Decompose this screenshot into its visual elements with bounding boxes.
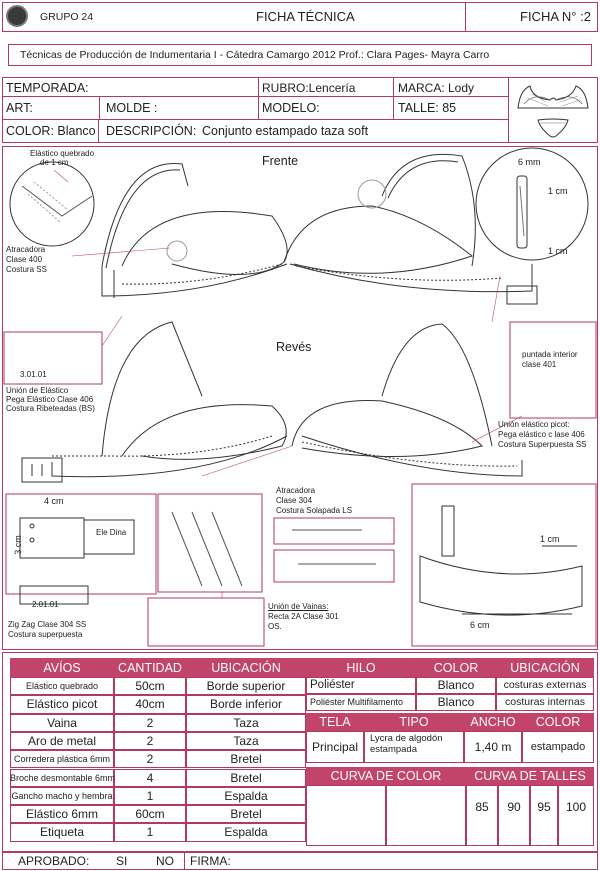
info-row-line-2 xyxy=(2,119,508,120)
ann-union-picot-3: Costura Superpuesta SS xyxy=(498,440,587,449)
ann-1cm-c: 1 cm xyxy=(540,534,560,544)
curva-color-cell-2 xyxy=(386,785,466,846)
info-col-line-5 xyxy=(98,119,99,143)
avio-ubicacion: Bretel xyxy=(230,770,262,785)
avio-cantidad: 40cm xyxy=(135,697,165,712)
ann-atracadora400-2: Clase 400 xyxy=(6,255,43,264)
tela-tipo: Lycra de algodón estampada xyxy=(370,733,443,755)
hilo-ubicacion: costuras internas xyxy=(505,696,585,708)
art-field: ART: xyxy=(6,101,33,115)
avio-name: Elástico 6mm xyxy=(25,807,99,822)
avio-ubicacion: Bretel xyxy=(230,807,262,822)
ann-puntada-1: puntada interior xyxy=(522,350,578,359)
info-col-line-4 xyxy=(508,77,509,143)
descripcion-label: DESCRIPCIÓN: xyxy=(106,124,197,138)
talle-field: TALLE: 85 xyxy=(398,101,457,115)
avio-cantidad: 50cm xyxy=(135,679,165,693)
talle-value: 85 xyxy=(475,800,489,814)
avio-name: Corredera plástica 6mm xyxy=(13,754,111,765)
ann-code-1: 3.01.01 xyxy=(20,370,47,379)
molde-field: MOLDE : xyxy=(106,101,158,115)
ann-union-picot-2: Pega elástico c lase 406 xyxy=(498,430,585,439)
curva-color-cell-1 xyxy=(306,785,386,846)
logo-icon xyxy=(6,5,28,27)
ann-code-2: 2.01.01 xyxy=(32,600,59,609)
ann-atracadora304-1: Atracadora xyxy=(276,486,316,495)
aprobado-label: APROBADO: xyxy=(18,854,90,868)
ann-zigzag-1: Zig Zag Clase 304 SS xyxy=(8,620,87,629)
ficha-tecnica-title: FICHA TÉCNICA xyxy=(256,9,355,24)
descripcion-value: Conjunto estampado taza soft xyxy=(202,124,369,138)
tela-header-tipo: TIPO xyxy=(399,715,429,729)
marca-field: MARCA: Lody xyxy=(398,81,475,95)
tela-header-ancho: ANCHO xyxy=(470,715,516,729)
talle-value: 95 xyxy=(537,800,551,814)
ann-6mm: 6 mm xyxy=(518,157,541,167)
ann-6cm: 6 cm xyxy=(470,620,490,630)
ann-atracadora304-2: Clase 304 xyxy=(276,496,313,505)
header-divider xyxy=(465,2,466,32)
info-col-line-3 xyxy=(99,96,100,120)
ann-union-vainas-1: Unión de Vainas: xyxy=(268,602,329,611)
hilo-header-hilo: HILO xyxy=(346,661,376,675)
avio-cantidad: 2 xyxy=(146,752,154,767)
curva-color-header: CURVA DE COLOR xyxy=(330,769,442,783)
info-col-line-1 xyxy=(258,77,259,120)
avio-ubicacion: Borde superior xyxy=(206,679,286,693)
tela-header-color: COLOR xyxy=(535,715,581,729)
footer-divider xyxy=(184,852,185,870)
avio-ubicacion: Borde inferior xyxy=(209,697,283,712)
avio-ubicacion: Taza xyxy=(233,715,259,730)
footer-bar xyxy=(2,852,598,870)
avio-cantidad: 4 xyxy=(146,770,154,785)
ann-union-elastico-3: Costura Ribeteadas (BS) xyxy=(6,404,95,413)
talle-value: 90 xyxy=(507,800,521,814)
hilo-name: Poliéster Multifilamento xyxy=(310,697,404,707)
info-row-line-1 xyxy=(2,96,508,97)
curva-talles-header: CURVA DE TALLES xyxy=(474,769,586,783)
ann-puntada-2: clase 401 xyxy=(522,360,557,369)
ann-3cm: 3 cm xyxy=(12,535,23,555)
label-brand: Ele Dina xyxy=(96,528,127,537)
hilo-header-ubicacion: UBICACIÓN xyxy=(510,661,580,675)
ann-union-vainas-2: Recta 2A Clase 301 xyxy=(268,612,339,621)
avio-name: Broche desmontable 6mm xyxy=(10,772,116,783)
avios-header-cantidad: CANTIDAD xyxy=(118,661,182,675)
ann-atracadora304-3: Costura Solapada LS xyxy=(276,506,353,515)
aprobado-si[interactable]: SI xyxy=(116,854,128,868)
tela-header-tela: TELA xyxy=(319,715,351,729)
ann-union-picot-1: Unión elástico picot: xyxy=(498,420,570,429)
ficha-number: FICHA N° :2 xyxy=(520,9,591,24)
ann-atracadora400-3: Costura SS xyxy=(6,265,47,274)
avios-header-avios: AVÍOS xyxy=(43,661,81,675)
avio-cantidad: 2 xyxy=(146,715,154,730)
rubro-field: RUBRO:Lencería xyxy=(262,81,356,95)
avio-name: Elástico picot xyxy=(26,697,98,712)
avio-name: Etiqueta xyxy=(39,825,85,840)
ann-union-vainas-3: OS. xyxy=(268,622,282,631)
aprobado-no[interactable]: NO xyxy=(156,854,174,868)
ann-elastico-quebrado-1: Elástico quebrado xyxy=(30,149,95,158)
avio-ubicacion: Taza xyxy=(233,733,259,748)
avio-ubicacion: Bretel xyxy=(230,752,262,767)
avio-cantidad: 60cm xyxy=(135,807,165,822)
firma-label: FIRMA: xyxy=(190,854,231,868)
avio-cantidad: 1 xyxy=(146,788,154,803)
avios-header-ubicacion: UBICACIÓN xyxy=(211,661,281,675)
ann-elastico-quebrado-2: de 1 cm xyxy=(40,158,69,167)
talle-value: 100 xyxy=(565,800,587,814)
avio-cantidad: 1 xyxy=(146,825,154,840)
hilo-name: Poliéster xyxy=(310,679,355,691)
ann-1cm-a: 1 cm xyxy=(548,186,568,196)
product-thumbnail xyxy=(510,78,596,142)
tela-ancho: 1,40 m xyxy=(474,740,512,754)
avio-name: Gancho macho y hembra xyxy=(11,790,113,801)
ann-zigzag-2: Costura superpuesta xyxy=(8,630,83,639)
info-col-line-2 xyxy=(393,77,394,120)
avio-ubicacion: Espalda xyxy=(224,788,268,803)
ann-1cm-b: 1 cm xyxy=(548,246,568,256)
tela-principal: Principal xyxy=(311,740,359,754)
color-field: COLOR: Blanco xyxy=(6,124,96,138)
grupo-label: GRUPO 24 xyxy=(40,11,94,23)
hilo-color: Blanco xyxy=(437,695,475,709)
course-info: Técnicas de Producción de Indumentaria I - Cátedra Camargo 2012 Prof.: Clara Pages- Mayra Carro xyxy=(20,49,490,61)
modelo-field: MODELO: xyxy=(262,101,320,115)
avio-name: Vaina xyxy=(47,715,77,730)
ann-union-elastico-2: Pega Elástico Clase 406 xyxy=(6,395,94,404)
hilo-header-color: COLOR xyxy=(433,661,479,675)
tela-color: estampado xyxy=(530,741,586,753)
ann-union-elastico-1: Unión de Elástico xyxy=(6,386,69,395)
frente-title: Frente xyxy=(262,154,299,168)
ann-4cm: 4 cm xyxy=(44,496,64,506)
ann-atracadora400-1: Atracadora xyxy=(6,245,46,254)
avio-name: Aro de metal xyxy=(27,733,97,748)
avio-name: Elástico quebrado xyxy=(25,681,99,691)
hilo-ubicacion: costuras externas xyxy=(503,679,587,691)
hilo-color: Blanco xyxy=(437,678,475,692)
reves-title: Revés xyxy=(276,340,312,354)
temporada-field: TEMPORADA: xyxy=(6,81,89,95)
avio-cantidad: 2 xyxy=(146,733,154,748)
avio-ubicacion: Espalda xyxy=(224,825,268,840)
